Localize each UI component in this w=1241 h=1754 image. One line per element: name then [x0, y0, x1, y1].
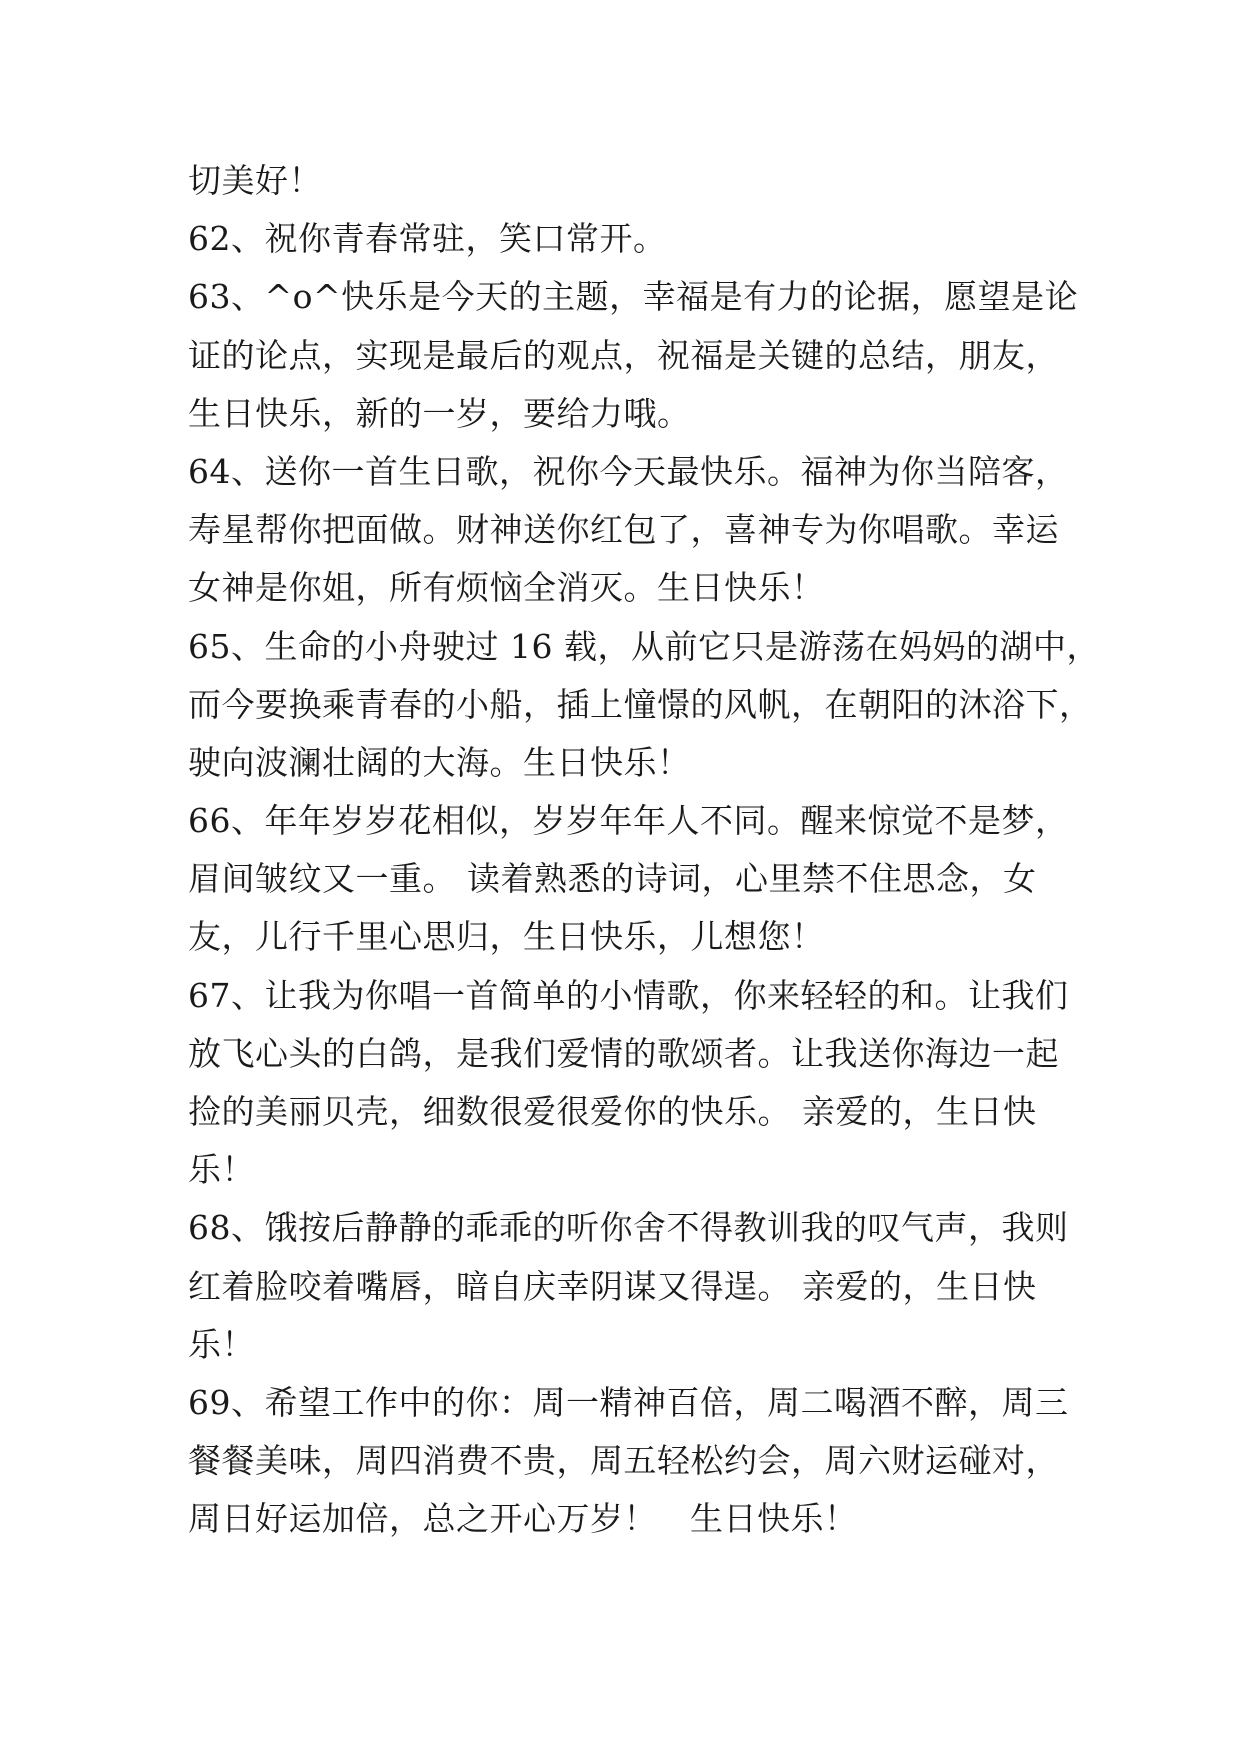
- text-line: 62、祝你青春常驻，笑口常开。: [188, 219, 667, 259]
- text-line: 而今要换乘青春的小船，插上憧憬的风帆，在朝阳的沐浴下，: [188, 684, 1093, 724]
- text-line: 友，儿行千里心思归，生日快乐，儿想您！: [188, 917, 825, 957]
- text-line: 68、饿按后静静的乖乖的听你舍不得教训我的叹气声，我则: [188, 1208, 1069, 1248]
- text-line: 捡的美丽贝壳，细数很爱很爱你的快乐。 亲爱的，生日快: [188, 1092, 1037, 1131]
- text-line: 67、让我为你唱一首简单的小情歌，你来轻轻的和。让我们: [188, 975, 1069, 1015]
- text-line: 餐餐美味，周四消费不贵，周五轻松约会，周六财运碰对，: [188, 1441, 1059, 1481]
- text-line: 乐！: [188, 1324, 255, 1364]
- text-line: 切美好！: [188, 161, 322, 200]
- text-line: 66、年年岁岁花相似，岁岁年年人不同。醒来惊觉不是梦，: [188, 801, 1069, 841]
- text-line: 证的论点，实现是最后的观点，祝福是关键的总结，朋友，: [188, 335, 1059, 375]
- text-line: 63、^o^快乐是今天的主题，幸福是有力的论据，愿望是论: [188, 277, 1079, 317]
- text-line: 眉间皱纹又一重。 读着熟悉的诗词，心里禁不住思念，女: [188, 859, 1037, 899]
- text-line: 放飞心头的白鸽，是我们爱情的歌颂者。让我送你海边一起: [188, 1033, 1059, 1073]
- text-line: 寿星帮你把面做。财神送你红包了，喜神专为你唱歌。幸运: [188, 510, 1059, 550]
- text-line: 生日快乐，新的一岁，要给力哦。: [188, 393, 691, 433]
- text-line: 69、希望工作中的你：周一精神百倍，周二喝酒不醉，周三: [188, 1382, 1069, 1422]
- text-line: 驶向波澜壮阔的大海。生日快乐！: [188, 742, 691, 782]
- text-line: 乐！: [188, 1150, 255, 1190]
- text-line: 红着脸咬着嘴唇，暗自庆幸阴谋又得逞。 亲爱的，生日快: [188, 1266, 1037, 1306]
- text-line: 65、生命的小舟驶过 16 载，从前它只是游荡在妈妈的湖中，: [188, 626, 1100, 666]
- text-line: 64、送你一首生日歌，祝你今天最快乐。福神为你当陪客，: [188, 451, 1069, 491]
- text-line: 女神是你姐，所有烦恼全消灭。生日快乐！: [188, 568, 825, 608]
- text-line: 周日好运加倍，总之开心万岁！ 生日快乐！: [188, 1499, 858, 1539]
- document-body: [188, 152, 1100, 1549]
